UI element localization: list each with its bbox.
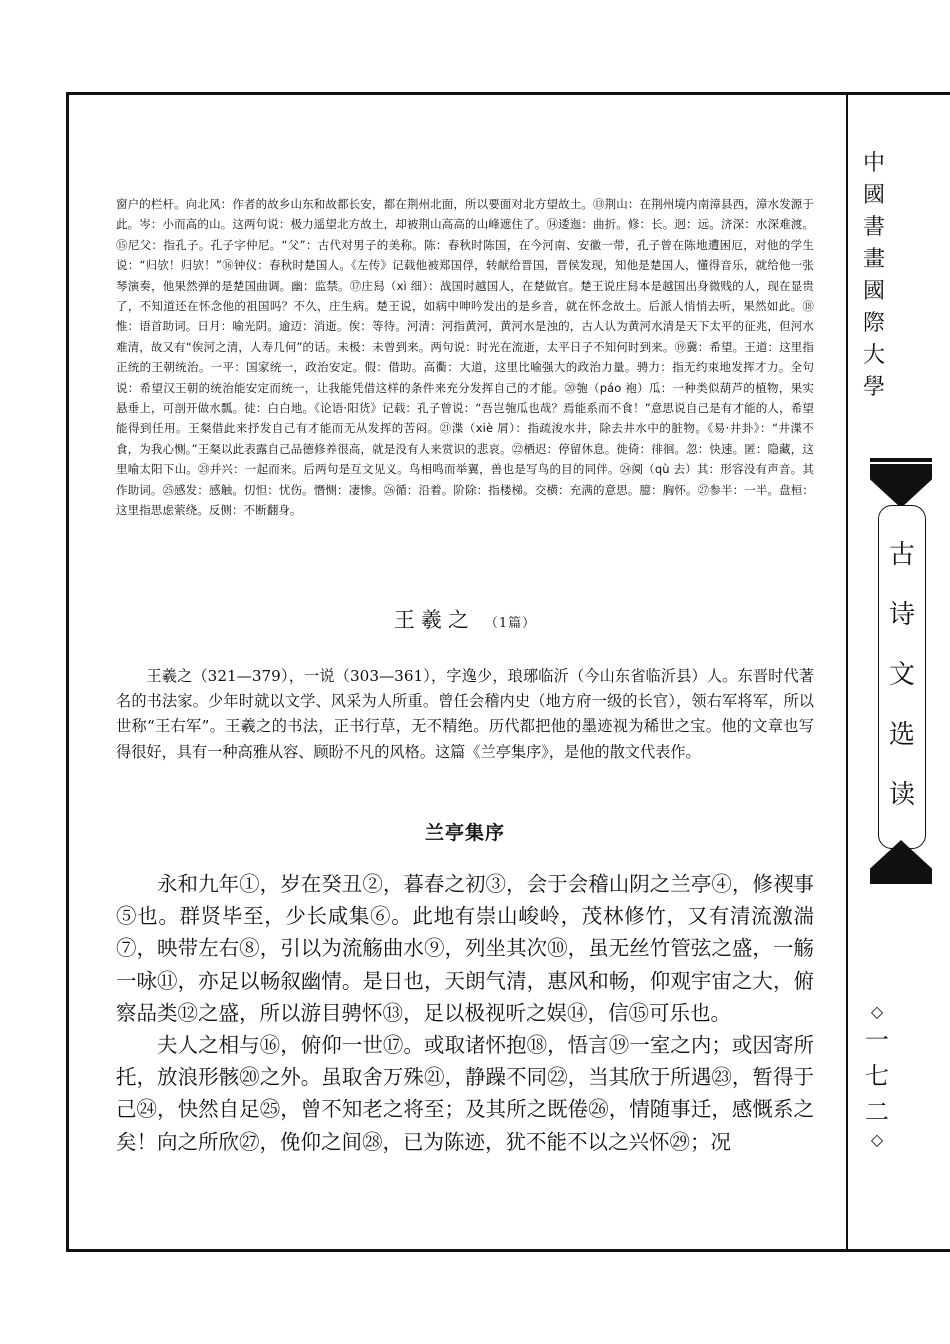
- page-frame-top: [66, 92, 950, 95]
- page-number: [862, 1002, 892, 1150]
- diamond-ornament-bottom: ◇: [870, 1130, 884, 1149]
- university-name-char: 學: [862, 375, 885, 400]
- author-intro-text: 王羲之（321—379），一说（303—361），字逸少，琅琊临沂（今山东省临沂县）人。东晋时代著名的书法家。少年时就以文学、风采为人所重。曾任会稽内史（地方府一级的长官），领右军将军，所以世称“王右军”。王羲之的书法，正书行草，无不精绝。历代都把他的墨迹视为稀世之宝。他的文章也写得很好，具有一种高雅从容、顾盼不凡的风格。这篇《兰亭集序》，是他的散文代表作。: [116, 667, 814, 761]
- university-name-char: 書: [862, 215, 885, 240]
- author-name: 王羲之: [393, 608, 475, 632]
- series-title-char: 读: [888, 780, 915, 810]
- university-name-char: 際: [862, 311, 885, 336]
- university-name-char: 國: [862, 183, 885, 208]
- piece-count: （1篇）: [484, 616, 537, 631]
- essay-title: 兰亭集序: [424, 822, 505, 844]
- page-number-char: 二: [865, 1098, 889, 1126]
- ornament-bar-top: [870, 458, 932, 462]
- ornament-cap-top: [870, 464, 932, 508]
- essay-paragraph: 夫人之相与⑯，俯仰一世⑰。或取诸怀抱⑱，悟言⑲一室之内；或因寄所托，放浪形骸⑳之外。虽取舍万殊㉑，静躁不同㉒，当其欣于所遇㉓，暂得于己㉔，快然自足㉕，曾不知老之将至；及其所之既倦㉖，情随事迁，感慨系之矣！向之所欣㉗，俛仰之间㉘，已为陈迹，犹不能不以之兴怀㉙；况: [116, 1033, 814, 1154]
- author-heading: [116, 604, 814, 634]
- diamond-ornament-top: ◇: [870, 1002, 884, 1021]
- essay-paragraph: 永和九年①，岁在癸丑②，暮春之初③，会于会稽山阴之兰亭④，修禊事⑤也。群贤毕至，少长咸集⑥。此地有崇山峻岭，茂林修竹，又有清流激湍⑦，映带左右⑧，引以为流觞曲水⑨，列坐其次⑩，虽无丝竹管弦之盛，一觞一咏⑪，亦足以畅叙幽情。是日也，天朗气清，惠风和畅，仰观宇宙之大，俯察品类⑫之盛，所以游目骋怀⑬，足以极视听之娱⑭，信⑮可乐也。: [116, 872, 814, 1025]
- university-name-char: 中: [862, 151, 885, 176]
- series-title-char: 选: [888, 720, 915, 750]
- page-frame-bottom: [66, 1249, 950, 1252]
- series-title-char: 古: [888, 540, 915, 570]
- sidebar-divider: [846, 92, 848, 1252]
- page-number-char: 一: [865, 1026, 889, 1054]
- series-title-char: 文: [888, 660, 915, 690]
- ornament-cap-bottom: [870, 840, 932, 884]
- page-frame-left: [66, 92, 69, 1252]
- university-name-char: 畫: [862, 247, 885, 272]
- page-number-char: 七: [865, 1062, 889, 1090]
- series-title: [878, 525, 926, 825]
- university-name-char: 國: [862, 279, 885, 304]
- annotation-notes: [116, 194, 814, 521]
- university-name: [862, 148, 886, 404]
- university-name-char: 大: [862, 343, 885, 368]
- series-title-char: 诗: [888, 600, 915, 630]
- ornament-bar-bottom: [870, 880, 932, 884]
- notes-text: 窗户的栏杆。向北风：作者的故乡山东和故都长安，都在荆州北面，所以要面对北方望故土。⑬荆山：在荆州境内南漳县西，漳水发源于此。岑：小而高的山。这两句说：极力遥望北方故土，却被荆山高高的山峰遮住了。⑭逶迤：曲折。修：长。迥：远。济深：水深难渡。⑮尼父：指孔子。孔子字仲尼。“父”：古代对男子的美称。陈：春秋时陈国，在今河南、安徽一带，孔子曾在陈地遭困厄，对他的学生说：“归欤！归欤！”⑯钟仪：春秋时楚国人。《左传》记载他被郑国俘，转献给晋国，晋侯发现，知他是楚国人，懂得音乐，就给他一张琴演奏，他果然弹的是楚国曲调。幽：监禁。⑰庄舄（xì 细）：战国时越国人，在楚做官。楚王说庄舄本是越国出身微贱的人，现在显贵了，不知道还在怀念他的祖国吗？不久，庄生病。楚王说，如病中呻吟发出的是乡音，就在怀念故土。后派人悄悄去听，果然如此。⑱惟：语首助词。日月：喻光阴。逾迈：消逝。俟：等待。河清：河指黄河，黄河水是浊的，古人认为黄河水清是天下太平的征兆，但河水难清，故又有“俟河之清，人寿几何”的话。未极：未曾到来。两句说：时光在流逝，太平日子不知何时到来。⑲冀：希望。王道：这里指正统的王朝统治。一平：国家统一，政治安定。假：借助。高衢：大道，这里比喻强大的政治力量。骋力：指无约束地发挥才力。全句说：希望汉王朝的统治能安定而统一，让我能凭借这样的条件来充分发挥自己的才能。⑳匏（páo 袍）瓜：一种类似葫芦的植物，果实悬垂上，可剖开做水瓢。徒：白白地。《论语·阳货》记载：孔子曾说：“吾岂匏瓜也哉？焉能系而不食！”意思说自己是有才能的人，希望能得到任用。王粲借此来抒发自己有才能而无从发挥的苦闷。㉑渫（xiè 屑）：指疏浚水井，除去井水中的脏物。《易·井卦》：“井渫不食，为我心恻。”王粲以此表露自己品德修养很高，就是没有人来赏识的悲哀。㉒栖迟：停留休息。徙倚：徘徊。忽：快速。匿：隐藏，这里喻太阳下山。㉓并兴：一起而来。后两句是互文见义。鸟相鸣而举翼，兽也是写鸟的目的同伴。㉔阒（qù 去）其：形容没有声音。其作助词。㉕感发：感触。忉怛：忧伤。憯恻：凄惨。㉖循：沿着。阶除：指楼梯。交横：充满的意思。臆：胸怀。㉗参半：一半。盘桓：这里指思虑萦绕。反侧：不断翻身。: [116, 197, 814, 518]
- page-number-digits: [862, 1022, 892, 1130]
- author-intro: [116, 664, 814, 765]
- essay-body: [116, 868, 814, 1158]
